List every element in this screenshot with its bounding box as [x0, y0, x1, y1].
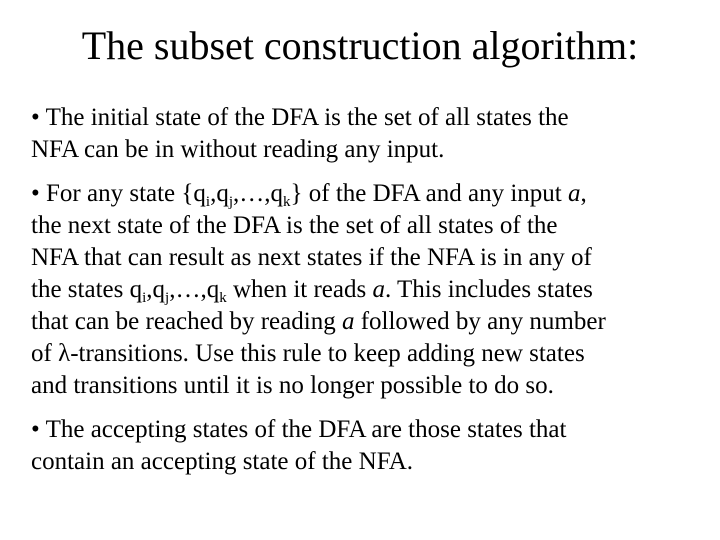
- bullet-line: [31, 178, 691, 210]
- text: The accepting states of the DFA are those states that: [45, 416, 567, 443]
- text-line: NFA that can result as next states if the NFA is in any of: [31, 244, 592, 271]
- slide-title: The subset construction algorithm:: [81, 23, 639, 68]
- bullet-line: [31, 102, 691, 134]
- subscript: k: [283, 194, 291, 210]
- slide-body: [31, 102, 691, 478]
- text-line: of λ-transitions. Use this rule to keep adding new states: [31, 340, 585, 367]
- bullet-symbol: •: [31, 104, 40, 131]
- text: } of the DFA and any input: [290, 180, 568, 207]
- text: ,: [580, 180, 587, 207]
- italic-symbol: a: [567, 180, 581, 207]
- italic-symbol: a: [341, 308, 355, 335]
- bullet-accepting-states: [31, 414, 691, 478]
- subscript: i: [205, 194, 211, 210]
- subscript: j: [228, 194, 233, 210]
- text-line: [31, 306, 691, 338]
- bullet-symbol: •: [31, 180, 40, 207]
- subscript: i: [142, 290, 147, 306]
- text-line: and transitions until it is no longer possible to do so.: [31, 372, 554, 399]
- text: the states q: [31, 276, 143, 303]
- bullet-line: [31, 414, 691, 446]
- bullet-initial-state: [31, 102, 691, 166]
- text: followed by any number: [354, 308, 606, 335]
- subscript: j: [165, 290, 170, 306]
- subscript: k: [219, 290, 227, 306]
- text: ,…,q: [169, 276, 220, 303]
- text: ,q: [210, 180, 229, 207]
- text: . This includes states: [384, 276, 593, 303]
- italic-symbol: a: [372, 276, 385, 303]
- text: The initial state of the DFA is the set of all states the: [45, 104, 569, 131]
- text: that can be reached by reading: [31, 308, 342, 335]
- text-line: NFA can be in without reading any input.: [31, 136, 445, 163]
- text-line: contain an accepting state of the NFA.: [31, 448, 414, 475]
- bullet-symbol: •: [31, 416, 40, 443]
- text-line: the next state of the DFA is the set of all states of the: [31, 212, 558, 239]
- text-line: [31, 274, 691, 306]
- text: ,q: [146, 276, 166, 303]
- text: ,…,q: [233, 180, 283, 207]
- text: For any state {q: [46, 180, 206, 207]
- bullet-next-state: [31, 178, 691, 402]
- text: when it reads: [226, 276, 373, 303]
